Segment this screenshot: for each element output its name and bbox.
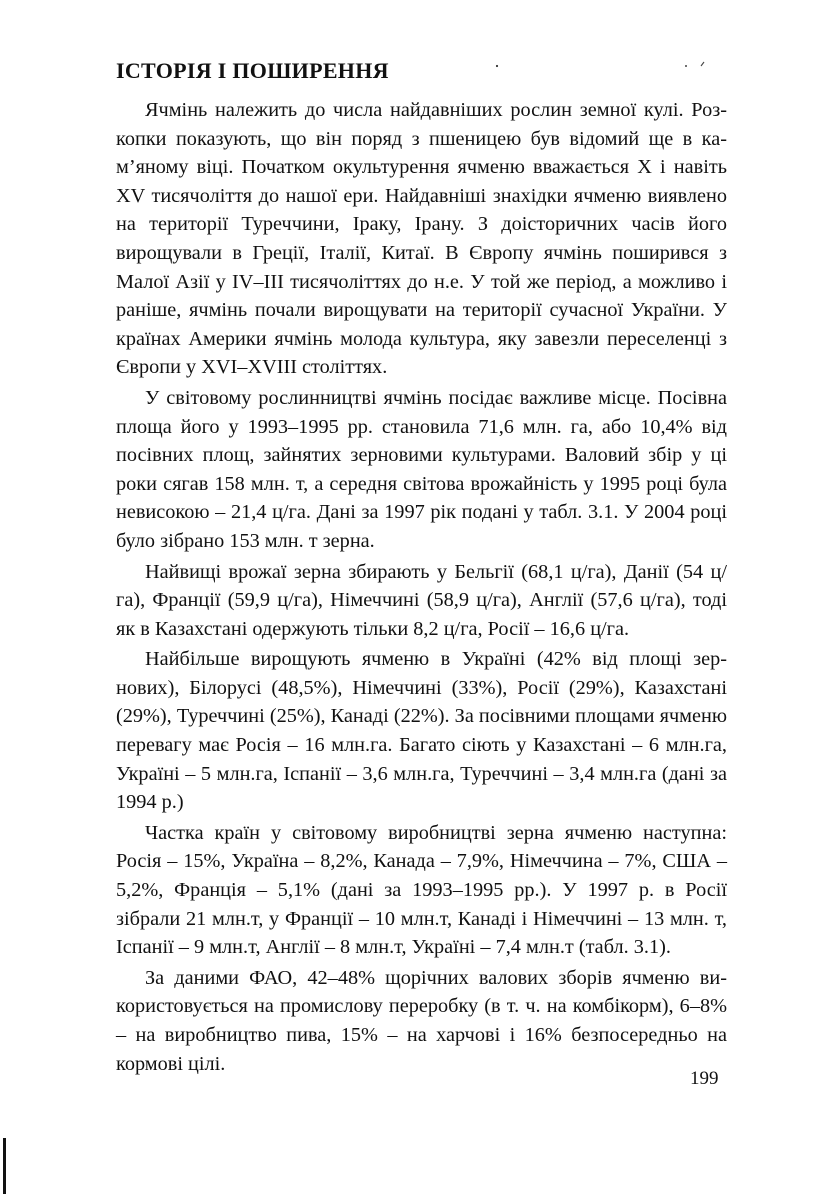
paragraph-yields: Найвищі врожаї зерна збирають у Бельгії (68,1 ц/га), Данії (54 ц/га), Франції (59,9 ц/га), Німеччині (58,9 ц/га), Англії (57,6 ц/га), тоді як в Казахстані одержують тільки 8,2 ц/га, Росії – 16,6 ц/га. xyxy=(116,560,727,640)
section-heading: ІСТОРІЯ І ПОШИРЕННЯ xyxy=(116,58,389,83)
paragraph-world-area: У світовому рослинництві ячмінь посідає важливе місце. Посівна площа його у 1993–1995 рр. становила 71,6 млн. га, або 10,4% від посівних площ, зайнятих зерновими культурами. Валовий збір у ці роки сягав 158 млн. т, а середня світова врожайність у 1995 році була невисокою – 21,4 ц/га. Дані за 1997 рік подані у табл. 3.1. У 2004 році було зібрано 153 млн. т зерна. xyxy=(116,386,727,552)
paragraph-history: Ячмінь належить до числа найдавніших рослин земної кулі. Розкопки показують, що він поряд з пшеницею був відомий ще в кам’яному віці. Початком окультурення ячменю вважається X і навіть XV тисячоліття до нашої ери. Найдавніші знахідки ячменю виявлено на території Туреччини, Іраку, Ірану. З доісторичних часів його вирощували в Греції, Італії, Китаї. В Європу ячмінь поширився з Малої Азії у IV–III тисячоліттях до н.е. У той же період, а можливо і раніше, ячмінь почали вирощувати на території сучасної України. У країнах Америки ячмінь молода культура, яку завезли переселенці з Європи у XVI–XVIII століттях. xyxy=(116,99,727,379)
scan-speck xyxy=(496,65,498,67)
scan-edge-line xyxy=(3,1138,6,1194)
paragraph-production-share: Частка країн у світовому виробництві зерна ячменю наступна: Росія – 15%, Україна – 8,2%, Канада – 7,9%, Німеччина – 7%, США – 5,2%, Франція – 5,1% (дані за 1993–1995 рр.). У 1997 р. в Росії зібрали 21 млн.т, у Франції – 10 млн.т, Канаді і Німеччині – 13 млн. т, Іспанії – 9 млн.т, Англії – 8 млн.т, Україні – 7,4 млн.т (табл. 3.1). xyxy=(116,821,727,959)
scan-speck xyxy=(701,62,704,66)
page-number: 199 xyxy=(690,1068,719,1089)
paragraph-cultivation-share: Найбільше вирощують ячменю в Україні (42% від площі зернових), Білорусі (48,5%), Німеччині (33%), Росії (29%), Казахстані (29%), Туреччині (25%), Канаді (22%). За посівними площами ячменю перевагу має Росія – 16 млн.га. Багато сіють у Казахстані – 6 млн.га, Україні – 5 млн.га, Іспанії – 3,6 млн.га, Туреччині – 3,4 млн.га (дані за 1994 р.) xyxy=(116,648,727,814)
paragraph-fao-usage: За даними ФАО, 42–48% щорічних валових зборів ячменю використовується на промислову переробку (в т. ч. на комбікорм), 6–8% – на виробництво пива, 15% – на харчові і 16% безпосередньо на кормові цілі. xyxy=(116,966,727,1075)
scan-speck xyxy=(685,65,687,67)
body-text xyxy=(116,96,727,1078)
